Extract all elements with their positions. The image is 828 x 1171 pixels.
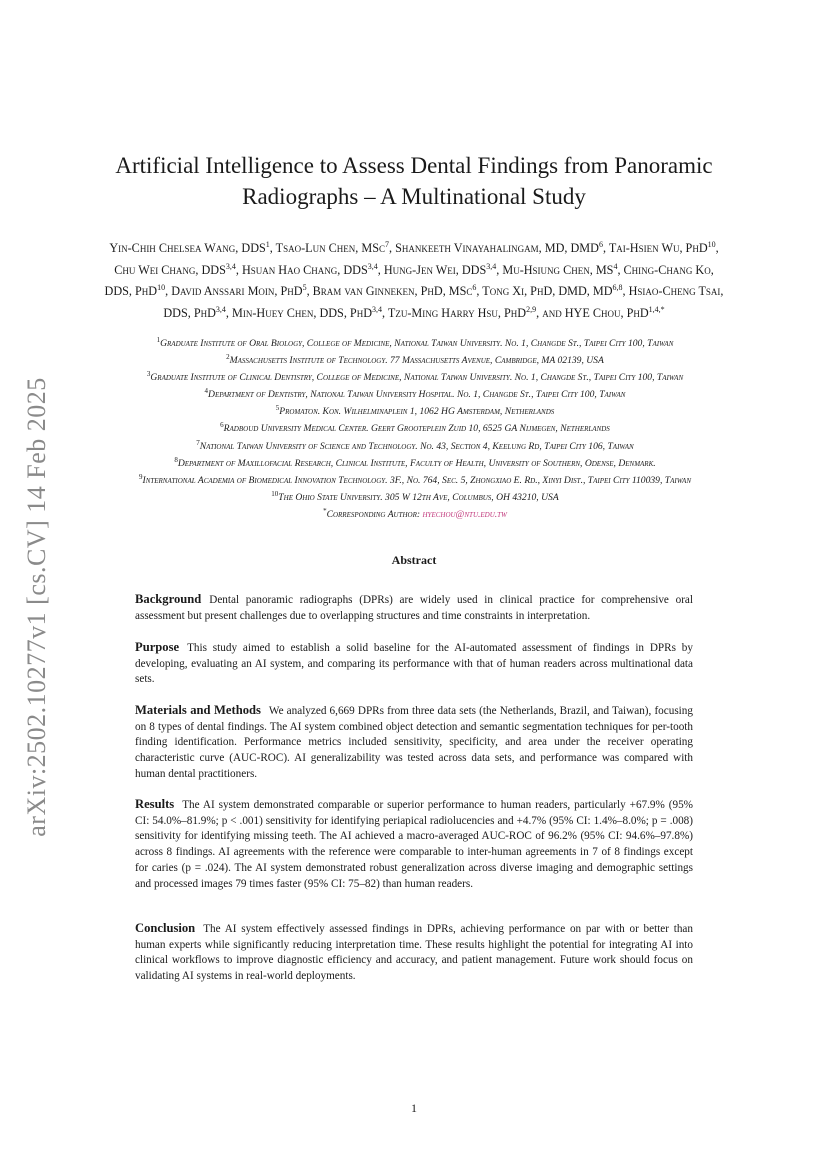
affiliation-text: Department of Maxillofacial Research, Clinical Institute, Faculty of Health, University of Southern, Odense, Denmark.	[177, 457, 656, 469]
author-affiliation-marker: 3,4	[215, 304, 226, 314]
author-conjunction: and	[542, 305, 562, 320]
background-text: Dental panoramic radiographs (DPRs) are widely used in clinical practice for comprehensive oral assessment but present challenges due to overlapping structures and time constraints in interpretation.	[135, 594, 693, 622]
author-name: Shankeeth Vinayahalingam, MD, DMD	[395, 241, 599, 256]
author-affiliation-marker: 3,4	[486, 261, 497, 271]
author-name: Mu-Hsiung Chen, MS	[502, 262, 614, 277]
affiliation-number: 8	[174, 455, 178, 464]
author-name: Hung-Jen Wei, DDS	[383, 262, 487, 277]
affiliation-number: 1	[156, 336, 161, 344]
arxiv-sidebar-stamp	[14, 365, 60, 850]
affiliation-text: Department of Dentistry, National Taiwan University Hospital. No. 1, Changde St., Taipei City 100, Taiwan	[208, 389, 626, 401]
affiliation-item	[100, 471, 730, 488]
affiliation-number: 7	[196, 438, 200, 447]
author-name: HYE Chou, PhD	[564, 305, 649, 320]
abstract-heading: Abstract	[391, 553, 437, 567]
affiliation-text: Promaton. Kon. Wilhelminaplein 1, 1062 HG Amsterdam, Netherlands	[279, 406, 555, 418]
purpose-text: This study aimed to establish a solid baseline for the AI-automated assessment of findings in DPRs by developing, evaluating an AI system, and comparing its performance with that of human readers across multinational data sets.	[135, 642, 693, 686]
affiliation-item	[100, 488, 730, 505]
abstract-conclusion	[135, 921, 693, 985]
author-name: Bram van Ginneken, PhD, MSc	[312, 284, 473, 299]
author-affiliation-marker: 1	[265, 240, 270, 249]
author-name: Min-Huey Chen, DDS, PhD	[232, 305, 373, 320]
corresponding-label: Corresponding Author:	[326, 509, 421, 521]
author-affiliation-marker: 6	[598, 240, 603, 249]
affiliation-item	[100, 437, 730, 454]
title-line-2: Radiographs – A Multinational Study	[242, 184, 586, 209]
affiliation-item	[100, 402, 730, 419]
abstract-results	[135, 797, 693, 892]
affiliation-text: Graduate Institute of Clinical Dentistry, College of Medicine, National Taiwan University. No. 1, Changde St., Taipei City 100, Taiwan	[150, 372, 684, 384]
affiliation-item	[100, 454, 730, 471]
affiliation-list	[100, 334, 730, 522]
affiliation-number: 5	[275, 404, 280, 413]
conclusion-label: Conclusion	[135, 921, 196, 935]
purpose-label: Purpose	[135, 640, 180, 654]
author-affiliation-marker: 3,4	[372, 304, 383, 314]
affiliation-text: Massachusetts Institute of Technology. 77 Massachusetts Avenue, Cambridge, MA 02139, USA	[229, 355, 604, 367]
author-affiliation-marker: 1,4,*	[648, 304, 665, 314]
abstract-methods	[135, 703, 693, 783]
affiliation-number: 9	[139, 472, 143, 481]
affiliation-item	[100, 351, 730, 368]
corresponding-email-link[interactable]: hyechou@ntu.edu.tw	[422, 509, 507, 521]
author-affiliation-marker: 10	[157, 283, 166, 293]
author-affiliation-marker: 7	[385, 240, 390, 249]
results-label: Results	[135, 797, 175, 811]
affiliation-number: 4	[204, 387, 209, 396]
author-name: Hsiao-Cheng Tsai, DDS, PhD	[163, 284, 724, 320]
affiliation-text: The Ohio State University. 305 W 12th Ave, Columbus, OH 43210, USA	[278, 492, 559, 504]
results-text: The AI system demonstrated comparable or superior performance to human readers, particularly +67.9% (95% CI: 54.0%–81.9%; p < .001) sensitivity for identifying periapical radiolucencies and +4.7% (95% CI: 1.4%–8.0%; p = .008) sensitivity for identifying missing teeth. The AI achieved a macro-averaged AUC-ROC of 96.2% (95% CI: 94.6%–97.8%) across 8 findings. AI agreements with the reference were comparable to inter-human agreements in 7 of 8 findings except for caries (p = .024). The AI system demonstrated robust generalization across diverse imaging and demographic settings and processed images 79 times faster (95% CI: 75–82) than human readers.	[135, 799, 693, 890]
affiliation-text: Graduate Institute of Oral Biology, College of Medicine, National Taiwan University. No. 1, Changde St., Taipei City 100, Taiwan	[160, 338, 674, 350]
background-label: Background	[135, 592, 202, 606]
corresponding-author	[100, 505, 730, 522]
author-name: Ching-Chang Ko, DDS, PhD	[104, 262, 714, 299]
affiliation-text: National Taiwan University of Science and Technology. No. 43, Section 4, Keelung Rd, Taipei City 106, Taiwan	[199, 440, 634, 452]
paper-title	[80, 150, 748, 212]
affiliation-number: 3	[146, 370, 151, 379]
abstract-background	[135, 592, 693, 624]
page-number: 1	[411, 1101, 417, 1115]
author-affiliation-marker: 2,9	[526, 304, 537, 314]
methods-text: We analyzed 6,669 DPRs from three data sets (the Netherlands, Brazil, and Taiwan), focusing on 8 types of dental findings. The AI system combined object detection and semantic segmentation techniques for per-tooth finding identification. Performance metrics included sensitivity, specificity, and area under the receiver operating characteristic curve (AUC-ROC). AI generalizability was tested across data sets, and performance was compared with human dental practitioners.	[135, 705, 693, 780]
author-name: Tai-Hsien Wu, PhD	[608, 241, 708, 256]
author-list: Yin-Chih Chelsea Wang, DDS$^1$, Tsao-Lun Chen, MSc$^7$, Shankeeth Vinayahalingam, MD, DMD$^6$, Tai-Hsien Wu, PhD$^{10}$, Chu Wei Chang, DDS$^{3,4}$, Hsuan Hao Chang, DDS$^{3,4}$, Hung-Jen Wei, DDS$^{3,4}$, Mu-Hsiung Chen, $MS^4$, Ching-Chang Ko, DDS, PhD$^{10}$, David Anssari Moin, PhD$^5$, Bram van Ginneken, PhD, MSc$^6$, Tong Xi, PhD, DMD, MD$^{6,8}$, Hsiao-Cheng Tsai, DDS, PhD$^{3,4}$, Min-Huey Chen, DDS, PhD$^{3,4}$, Tzu-Ming Harry Hsu, PhD$^{2,9}$, and HYE Chou, PhD$^{1,4,*}$	[104, 240, 724, 320]
author-name: Chu Wei Chang, DDS	[114, 262, 226, 277]
author-affiliation-marker: 3,4	[367, 261, 378, 271]
author-affiliation-marker: 6,8	[612, 283, 623, 293]
affiliation-number: 10	[271, 489, 279, 498]
corresponding-marker: *	[323, 506, 327, 515]
affiliation-item	[100, 385, 730, 402]
affiliation-item	[100, 419, 730, 436]
conclusion-text: The AI system effectively assessed findings in DPRs, achieving performance on par with or better than human experts while significantly reducing interpretation time. These results highlight the potential for integrating AI into clinical workflows to improve diagnostic efficiency and accuracy, and patient management. Future work should focus on validating AI systems in real-world deployments.	[135, 923, 693, 983]
affiliation-item	[100, 368, 730, 385]
author-name: Tong Xi, PhD, DMD, MD	[482, 284, 613, 299]
affiliation-number: 2	[226, 353, 230, 362]
author-name: Tzu-Ming Harry Hsu, PhD	[387, 305, 527, 320]
author-affiliation-marker: 6	[472, 283, 477, 293]
author-name: Tsao-Lun Chen, MSc	[275, 241, 386, 256]
author-name: David Anssari Moin, PhD	[171, 284, 303, 299]
abstract-purpose	[135, 640, 693, 688]
author-affiliation-marker: 5	[302, 283, 307, 293]
affiliation-item	[100, 334, 730, 351]
arxiv-identifier: arXiv:2502.10277v1 [cs.CV] 14 Feb 2025	[22, 377, 51, 837]
affiliation-text: Radboud University Medical Center. Geert Grooteplein Zuid 10, 6525 GA Nijmegen, Netherlands	[223, 423, 610, 435]
affiliation-text: International Academia of Biomedical Innovation Technology. 3F., No. 764, Sec. 5, Zhongxiao E. Rd., Xinyi Dist., Taipei City 110039, Taiwan	[142, 474, 691, 486]
author-affiliation-marker: 4	[613, 261, 618, 271]
author-name: Yin-Chih Chelsea Wang, DDS	[109, 241, 266, 256]
author-affiliation-marker: 10	[707, 240, 716, 249]
author-affiliation-marker: 3,4	[225, 261, 236, 271]
author-name: Hsuan Hao Chang, DDS	[241, 262, 368, 277]
methods-label: Materials and Methods	[135, 703, 261, 717]
title-line-1: Artificial Intelligence to Assess Dental Findings from Panoramic	[115, 153, 713, 178]
affiliation-number: 6	[220, 421, 224, 430]
